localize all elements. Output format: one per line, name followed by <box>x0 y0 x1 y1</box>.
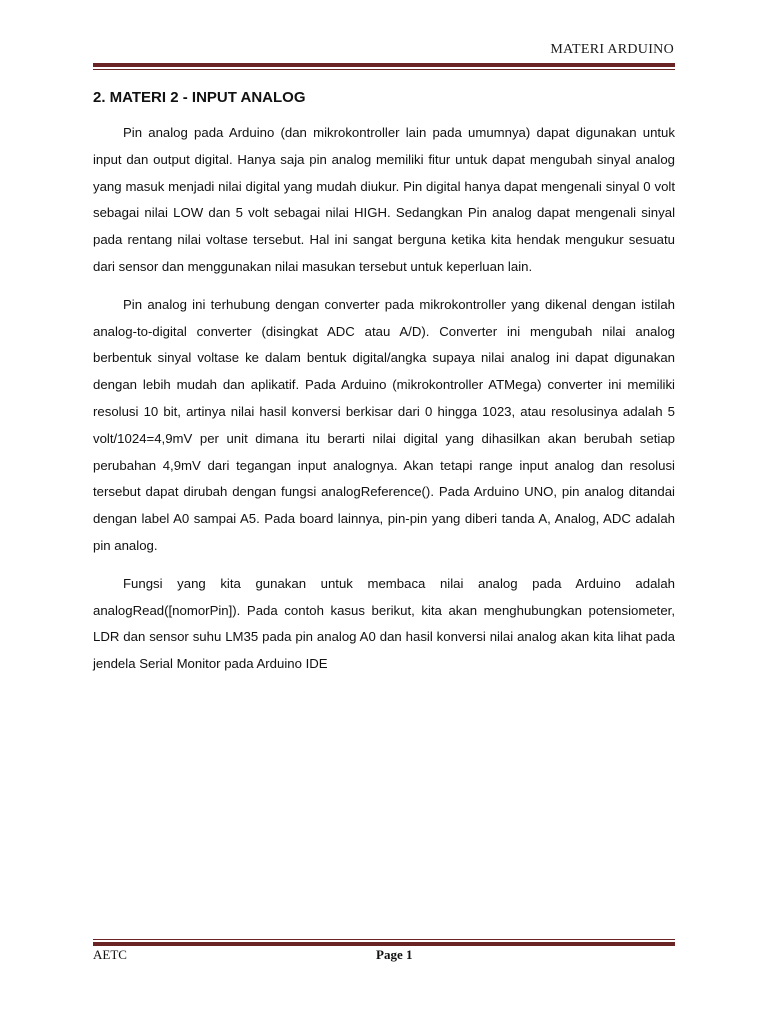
header-title: MATERI ARDUINO <box>550 42 674 57</box>
section-heading: 2. MATERI 2 - INPUT ANALOG <box>93 89 306 106</box>
body-text <box>93 120 675 689</box>
header-rule-thin <box>93 69 675 70</box>
page-number: Page 1 <box>376 947 413 962</box>
paragraph-3: Fungsi yang kita gunakan untuk membaca nilai analog pada Arduino adalah analogRead([nomorPin]). Pada contoh kasus berikut, kita akan menghubungkan potensiometer, LDR dan sensor suhu LM35 pada pin analog A0 dan hasil konversi nilai analog akan kita lihat pada jendela Serial Monitor pada Arduino IDE <box>93 575 675 672</box>
header-rule-thick <box>93 63 675 67</box>
footer-rule-thin <box>93 939 675 940</box>
paragraph-1: Pin analog pada Arduino (dan mikrokontroller lain pada umumnya) dapat digunakan untuk input dan output digital. Hanya saja pin analog memiliki fitur untuk dapat mengubah sinyal analog yang masuk menjadi nilai digital yang mudah diukur. Pin digital hanya dapat mengenali sinyal 0 volt sebagai nilai LOW dan 5 volt sebagai nilai HIGH. Sedangkan Pin analog dapat mengenali sinyal pada rentang nilai voltase tersebut. Hal ini sangat berguna ketika kita hendak mengukur sesuatu dari sensor dan menggunakan nilai masukan tersebut untuk keperluan lain. <box>93 125 675 274</box>
footer-rule-thick <box>93 942 675 946</box>
paragraph-2: Pin analog ini terhubung dengan converter pada mikrokontroller yang dikenal dengan istilah analog-to-digital converter (disingkat ADC atau A/D). Converter ini mengubah nilai analog berbentuk sinyal voltase ke dalam bentuk digital/angka supaya nilai analog ini dapat digunakan dengan lebih mudah dan aplikatif. Pada Arduino (mikrokontroller ATMega) converter ini memiliki resolusi 10 bit, artinya nilai hasil konversi berkisar dari 0 hingga 1023, atau resolusinya adalah 5 volt/1024=4,9mV per unit dimana itu berarti nilai digital yang dihasilkan akan berubah setiap perubahan 4,9mV dari tegangan input analognya. Akan tetapi range input analog dan resolusi tersebut dapat dirubah dengan fungsi analogReference(). Pada Arduino UNO, pin analog ditandai dengan label A0 sampai A5. Pada board lainnya, pin-pin yang diberi tanda A, Analog, ADC adalah pin analog. <box>93 296 675 553</box>
footer-org: AETC <box>93 947 127 962</box>
